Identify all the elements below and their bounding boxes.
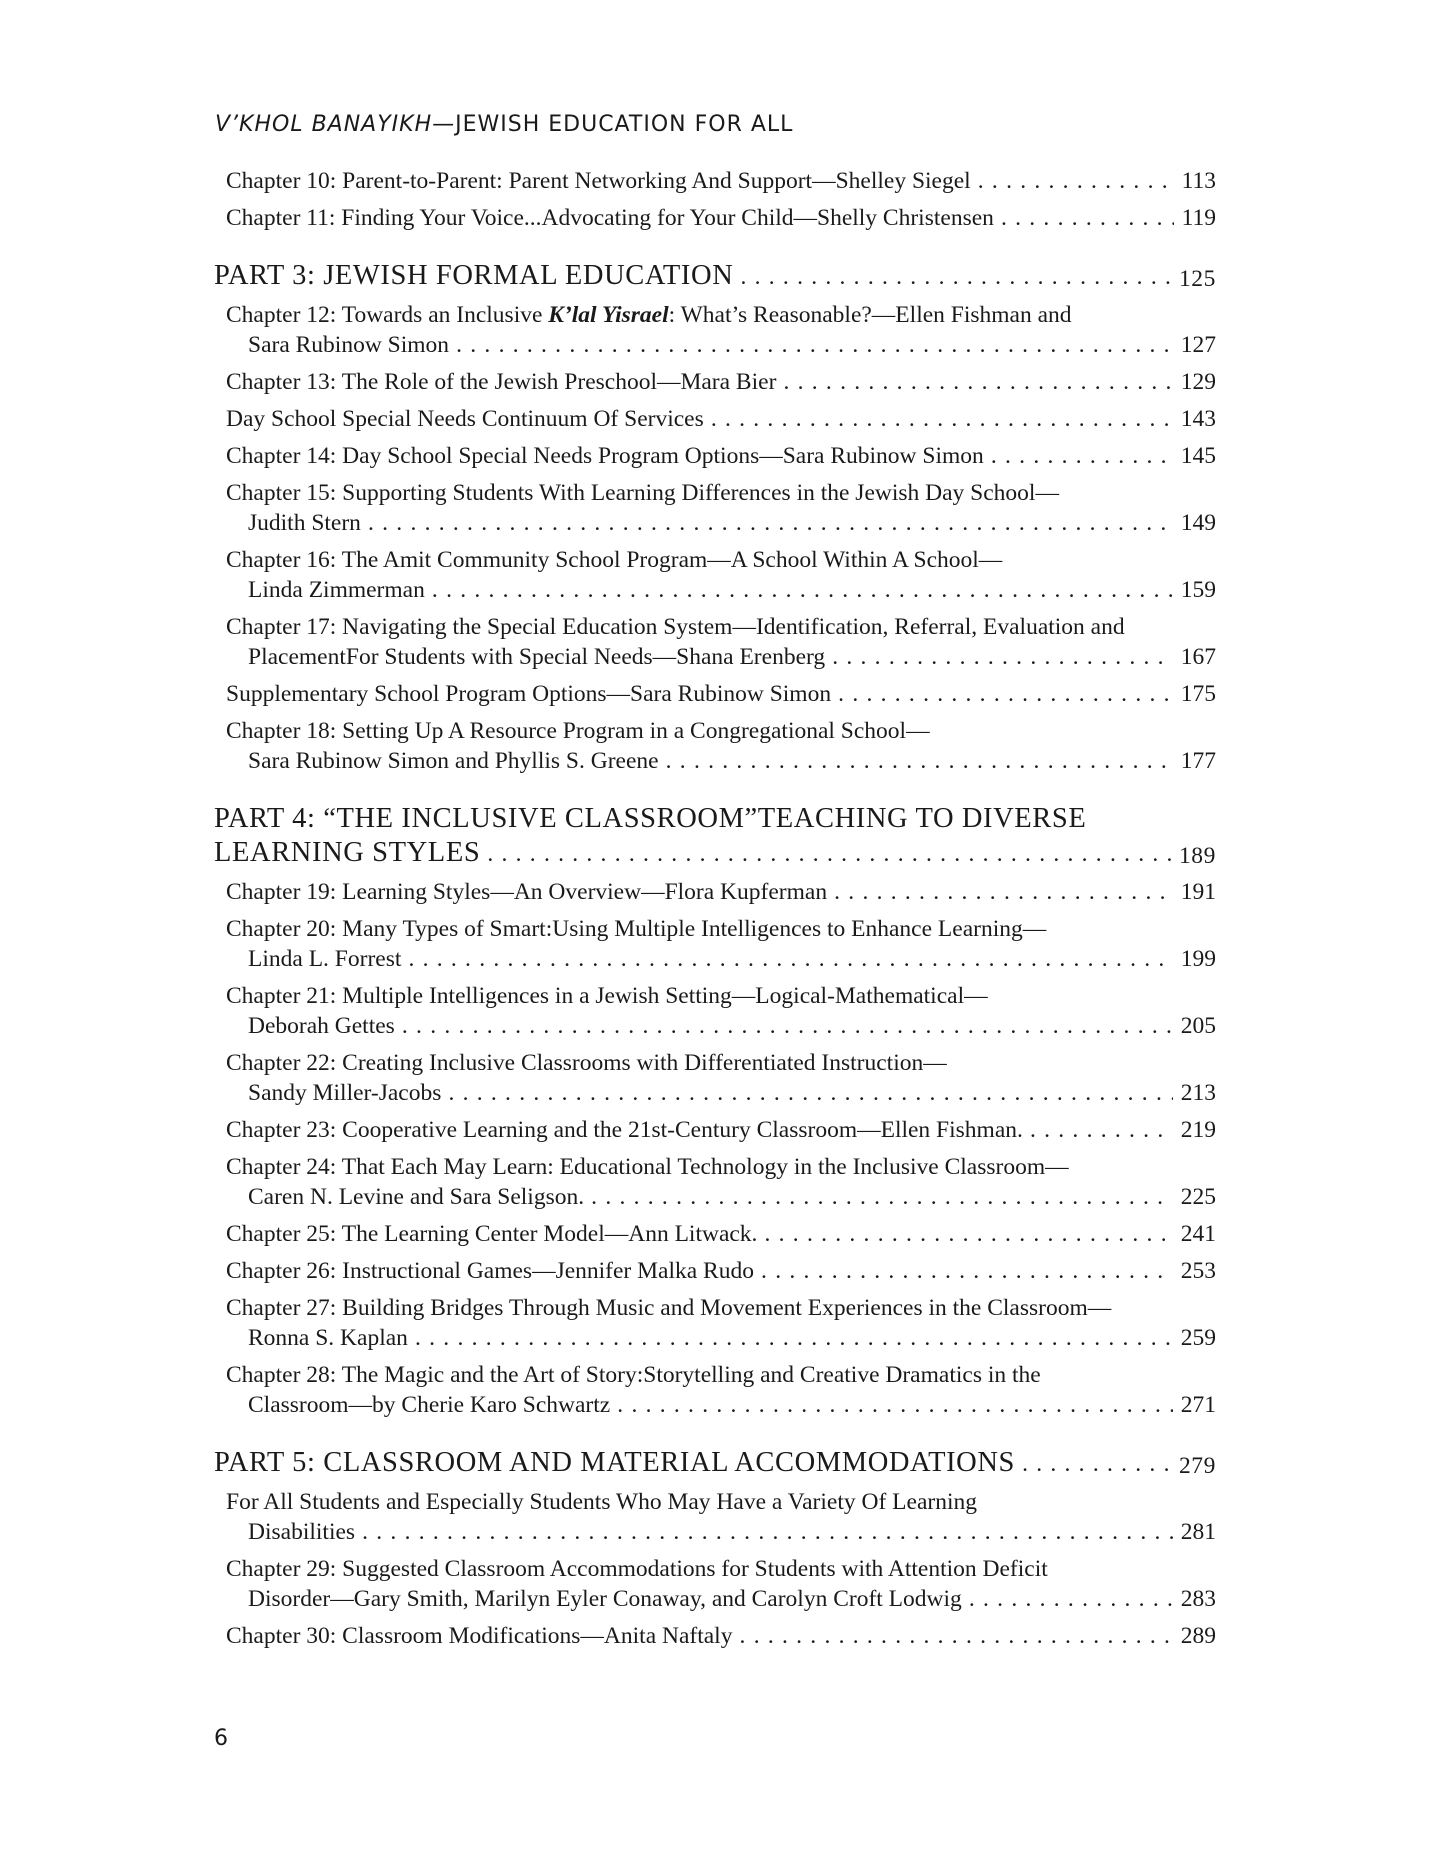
part-title: PART 5: CLASSROOM AND MATERIAL ACCOMMODATIONS . . . <box>214 1446 1171 1481</box>
part-title: PART 3: JEWISH FORMAL EDUCATION . . . <box>214 259 1171 294</box>
toc-entry <box>226 203 1216 233</box>
part-title: PART 4: “THE INCLUSIVE CLASSROOM”TEACHING TO DIVERSE <box>214 803 1087 834</box>
toc-page-number: 259 <box>1173 1323 1216 1353</box>
toc-entry <box>226 679 1216 709</box>
toc-page-number: 213 <box>1173 1078 1216 1108</box>
toc-entry-title: Chapter 10: Parent-to-Parent: Parent Networking And Support—Shelley Siegel . . . <box>226 166 1174 196</box>
toc-entry-title <box>226 300 1173 330</box>
toc-entry-title: Chapter 22: Creating Inclusive Classrooms with Differentiated Instruction— <box>226 1050 947 1076</box>
toc-entry <box>226 612 1216 672</box>
toc-entry-continuation: Sandy Miller-Jacobs . . . <box>226 1078 1173 1108</box>
toc-entry-continuation: PlacementFor Students with Special Needs—Shana Erenberg . . . <box>226 642 1173 672</box>
toc-page-number: 241 <box>1173 1219 1216 1249</box>
running-head-subtitle: —JEWISH EDUCATION FOR ALL <box>432 112 794 137</box>
toc-entry-title: For All Students and Especially Students Who May Have a Variety Of Learning <box>226 1489 977 1515</box>
toc-entry <box>226 981 1216 1041</box>
toc-entry-title: Chapter 16: The Amit Community School Program—A School Within A School— <box>226 547 1003 573</box>
toc-page-number: 283 <box>1173 1584 1216 1614</box>
toc-page-number: 177 <box>1173 746 1216 776</box>
toc-entry <box>226 404 1216 434</box>
toc-entry-title: Chapter 18: Setting Up A Resource Program in a Congregational School— <box>226 718 930 744</box>
toc-entry-title: Chapter 23: Cooperative Learning and the 21st-Century Classroom—Ellen Fishman. . . . <box>226 1115 1173 1145</box>
toc-entry-title: Chapter 25: The Learning Center Model—Ann Litwack. . . . <box>226 1219 1173 1249</box>
toc-entry-continuation: Caren N. Levine and Sara Seligson. . . . <box>226 1182 1173 1212</box>
toc-page-number: 289 <box>1173 1621 1216 1651</box>
toc-page-number: 219 <box>1173 1115 1216 1145</box>
toc-part-heading <box>214 802 1216 871</box>
toc-part-heading <box>214 1446 1216 1481</box>
toc-entry-title: Chapter 14: Day School Special Needs Program Options—Sara Rubinow Simon . . . <box>226 441 1173 471</box>
toc-page-number: 125 <box>1178 266 1216 292</box>
toc-entry <box>226 877 1216 907</box>
page-number: 6 <box>214 1726 228 1751</box>
toc-entry-title: Chapter 20: Many Types of Smart:Using Multiple Intelligences to Enhance Learning— <box>226 916 1047 942</box>
toc-entry-title: Chapter 30: Classroom Modifications—Anita Naftaly . . . <box>226 1621 1173 1651</box>
toc-page-number: 113 <box>1174 166 1216 196</box>
series-title: V’KHOL BANAYIKH <box>215 112 433 137</box>
toc-entry <box>226 1554 1216 1614</box>
toc-entry <box>226 166 1216 196</box>
toc-entry-title-part: : What’s Reasonable?—Ellen Fishman and <box>668 302 1072 328</box>
toc-entry <box>226 441 1216 471</box>
toc-entry <box>226 914 1216 974</box>
toc-page-number: 279 <box>1178 1453 1216 1479</box>
toc-page-number: 127 <box>1173 330 1216 360</box>
part-title-continuation: LEARNING STYLES . . . <box>214 836 1171 871</box>
toc-page-number: 253 <box>1173 1256 1216 1286</box>
toc-entry-continuation: Linda L. Forrest . . . <box>226 944 1173 974</box>
toc-page-number: 205 <box>1173 1011 1216 1041</box>
toc-part-heading <box>214 259 1216 294</box>
toc-page-number: 225 <box>1173 1182 1216 1212</box>
toc-page-number: 199 <box>1173 944 1216 974</box>
toc-entry-continuation: Deborah Gettes . . . <box>226 1011 1173 1041</box>
toc-entry-continuation: Sara Rubinow Simon . . . <box>226 330 1173 360</box>
toc-entry-title: Chapter 13: The Role of the Jewish Preschool—Mara Bier . . . <box>226 367 1173 397</box>
toc-entry <box>226 1048 1216 1108</box>
toc-entry <box>226 1293 1216 1353</box>
toc-page-number: 129 <box>1173 367 1216 397</box>
toc-entry <box>226 1621 1216 1651</box>
toc-entry-title: Chapter 21: Multiple Intelligences in a Jewish Setting—Logical-Mathematical— <box>226 983 988 1009</box>
toc-entry-title: Chapter 19: Learning Styles—An Overview—Flora Kupferman . . . <box>226 877 1173 907</box>
toc-page-number: 167 <box>1173 642 1216 672</box>
toc-entry-title: Chapter 26: Instructional Games—Jennifer Malka Rudo . . . <box>226 1256 1173 1286</box>
toc-entry-title: Chapter 17: Navigating the Special Education System—Identification, Referral, Evaluation and <box>226 614 1125 640</box>
toc-page-number: 159 <box>1173 575 1216 605</box>
toc-entry-title: Supplementary School Program Options—Sara Rubinow Simon . . . <box>226 679 1173 709</box>
toc-entry <box>226 1152 1216 1212</box>
table-of-contents <box>214 166 1216 1658</box>
toc-entry <box>226 1219 1216 1249</box>
toc-entry-title: Chapter 11: Finding Your Voice...Advocating for Your Child—Shelly Christensen . . . <box>226 203 1174 233</box>
toc-entry-title: Chapter 24: That Each May Learn: Educational Technology in the Inclusive Classroom— <box>226 1154 1069 1180</box>
toc-entry <box>226 367 1216 397</box>
toc-entry <box>226 1360 1216 1420</box>
toc-entry-continuation: Disabilities . . . <box>226 1517 1173 1547</box>
toc-entry-title: Chapter 15: Supporting Students With Learning Differences in the Jewish Day School— <box>226 480 1059 506</box>
toc-entry-continuation: Disorder—Gary Smith, Marilyn Eyler Conaway, and Carolyn Croft Lodwig . . . <box>226 1584 1173 1614</box>
toc-page-number: 149 <box>1173 508 1216 538</box>
toc-entry-title: Chapter 28: The Magic and the Art of Story:Storytelling and Creative Dramatics in the <box>226 1362 1041 1388</box>
toc-entry-title-part: Chapter 12: Towards an Inclusive <box>226 302 549 328</box>
emphasized-term: K’lal Yisrael <box>548 302 669 328</box>
toc-entry-continuation: Classroom—by Cherie Karo Schwartz . . . <box>226 1390 1173 1420</box>
toc-entry-continuation: Judith Stern . . . <box>226 508 1173 538</box>
toc-page-number: 143 <box>1173 404 1216 434</box>
toc-page-number: 175 <box>1173 679 1216 709</box>
toc-entry <box>226 716 1216 776</box>
toc-entry <box>226 1487 1216 1547</box>
toc-entry-title: Day School Special Needs Continuum Of Services . . . <box>226 404 1173 434</box>
toc-entry <box>226 1256 1216 1286</box>
toc-page-number: 189 <box>1178 843 1216 869</box>
toc-entry-title: Chapter 29: Suggested Classroom Accommodations for Students with Attention Deficit <box>226 1556 1048 1582</box>
toc-entry-continuation: Linda Zimmerman . . . <box>226 575 1173 605</box>
toc-entry <box>226 545 1216 605</box>
toc-page-number: 119 <box>1174 203 1216 233</box>
running-head <box>215 112 793 137</box>
toc-entry-continuation: Sara Rubinow Simon and Phyllis S. Greene . . . <box>226 746 1173 776</box>
toc-page-number: 271 <box>1173 1390 1216 1420</box>
toc-entry-title: Chapter 27: Building Bridges Through Music and Movement Experiences in the Classroom— <box>226 1295 1112 1321</box>
toc-page-number: 281 <box>1173 1517 1216 1547</box>
toc-page-number: 145 <box>1173 441 1216 471</box>
toc-entry <box>226 478 1216 538</box>
toc-entry-continuation: Ronna S. Kaplan . . . <box>226 1323 1173 1353</box>
toc-entry <box>226 300 1216 360</box>
toc-entry <box>226 1115 1216 1145</box>
toc-page-number: 191 <box>1173 877 1216 907</box>
